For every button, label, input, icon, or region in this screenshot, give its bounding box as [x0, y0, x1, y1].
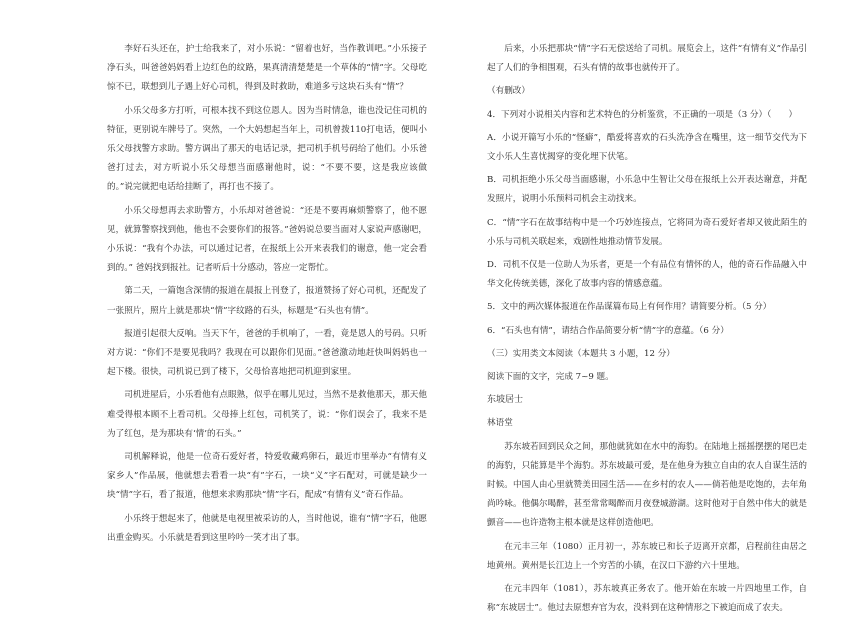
article-paragraph: 在元丰四年（1081），苏东坡真正务农了。他开始在东坡一片四地里工作，自称“东坡居士”。他过去原想弃官为农，没料到在这种情形之下被迫而成了农夫。: [487, 584, 807, 614]
section-heading: （三）实用类文本阅读（本题共 3 小题，12 分）: [487, 348, 675, 359]
article-paragraph: 苏东坡若回到民众之间，那他就犹如在水中的海豹。在陆地上摇摇摆摆的尾巴走的海豹，只能算是半个海豹。苏东坡最可爱，是在他身为独立自由的农人自谋生活的时候。中国人由心里就赞美田园生活——在乡村的农人——倘若他是吃饱的，去年角尚吟咏。他偶尔喝醉，甚至常常喝醉而月夜登城游湖。这时他对于自然中伟大的就是颤音——也许造物主根本就是这样创造他吧。: [487, 441, 807, 529]
story-paragraph: 李好石头还在，护士给我来了，对小乐说：“留着也好，当作教训吧。”小乐接子净石头，叫爸爸妈妈看上边红色的纹路，果真清清楚楚是一个草体的“情”字。父母吃惊不已，联想到儿子遇上好心司机，得到及时救助，难道多亏这块石头有“情”？: [107, 44, 427, 93]
story-paragraph: 小乐父母多方打听，可根本找不到这位恩人。因为当时情急，谁也没记住司机的特征，更别说车牌号了。突然，一个大妈想起当年上，司机曾拨110打电话，便叫小乐父母找警方求助。警方调出了那天的电话记录，把司机手机号码给了他们。小乐爸爸打过去，对方听说小乐父母想当面感谢他时，说：“不要不要，这是我应该做的。”说完就把电话给挂断了，再打也不接了。: [107, 105, 427, 193]
story-paragraph: 司机进屋后，小乐看他有点眼熟，似乎在哪儿见过，当然不是救他那天，那天他难受得根本顾不上看司机。父母捧上红包，司机笑了，说：“你们误会了，我来不是为了红包，是为那块有‘情’的石头。”: [107, 390, 427, 439]
question-6: 6．“石头也有情”，请结合作品简要分析“情”字的意蕴。（6 分）: [487, 325, 729, 336]
article-author: 林语堂: [487, 418, 513, 429]
option-a: A．小说开篇写小乐的“怪癖”，酷爱将喜欢的石头洗净含在嘴里，这一细节交代为下文小乐人生喜忧揭穿的变化埋下伏笔。: [487, 132, 807, 163]
right-column: [487, 40, 807, 622]
reading-instruction: 阅读下面的文字，完成 7~9 题。: [487, 372, 614, 383]
left-column: [107, 40, 427, 552]
article-paragraph: 在元丰三年（1080）正月初一，苏东坡已和长子迈离开京都，启程前往由居之地黄州。黄州是长江边上一个穷苦的小镇，在汉口下游约六十里地。: [487, 541, 807, 571]
story-paragraph: 报道引起很大反响。当天下午，爸爸的手机响了，一看，竟是恩人的号码。只听对方说：“你们不是要见我吗？我现在可以跟你们见面。”爸爸激动地赶快叫妈妈也一起下楼。很快，司机说已到了楼下，父母恰喜地把司机迎到家里。: [107, 328, 427, 378]
option-d: D．司机不仅是一位助人为乐者，更是一个有品位有情怀的人，他的奇石作品融入中华文化传统美德，深化了故事内容的情感意蕴。: [487, 260, 807, 290]
question-4: 4．下列对小说相关内容和艺术特色的分析鉴赏，不正确的一项是（3 分）（ ）: [487, 109, 798, 120]
edit-note: （有删改）: [487, 86, 530, 97]
option-c: C．“情”字石在故事结构中是一个巧妙连接点，它将同为奇石爱好者却又彼此陌生的小乐与司机关联起来，戏剧性地推动情节发展。: [487, 217, 807, 247]
story-paragraph: 第二天，一篇饱含深情的报道在晨报上刊登了，报道赞扬了好心司机，还配发了一张照片，照片上就是那块“情”字纹路的石头，标题是“石头也有情”。: [107, 286, 427, 316]
story-paragraph: 小乐终于想起来了，他就是电视里被采访的人，当时他说，谁有“情”字石，他愿出重金购买。小乐就是看到这里吟吟一笑才出了事。: [107, 513, 427, 543]
story-paragraph: 后来，小乐把那块“情”字石无偿送给了司机。展览会上，这件“有情有义”作品引起了人们的争相围观，石头有情的故事也就传开了。: [487, 44, 807, 74]
story-paragraph: 小乐父母想再去求助警方，小乐却对爸爸说：“还是不要再麻烦警察了，他不愿见，就算警察找到他，他也不会要你们的报答。”爸妈说总要当面对人家说声感谢吧，小乐说：“我有个办法，可以通过记者，在报纸上公开来表我们的谢意，他一定会看到的。” 爸妈找到报社。记者听后十分感动，答应一定帮忙。: [107, 205, 427, 274]
story-paragraph: 司机解释说，他是一位奇石爱好者，特爱收藏鸡卵石，最近市里举办“有情有义家乡人”作品展，他就想去看看一块“有”字石，一块“义”字石配对，可就是缺少一块“情”字石，看了报道，他想来求购那块“情”字石，配成“有情有义”奇石作品。: [107, 452, 427, 501]
article-title: 东坡居士: [487, 395, 524, 406]
option-b: B．司机拒绝小乐父母当面感谢，小乐急中生智让父母在报纸上公开表达谢意，并配发照片，说明小乐预料司机会主动找来。: [487, 175, 807, 205]
question-5: 5．文中的两次媒体报道在作品谋篇布局上有何作用？请简要分析。（5 分）: [487, 302, 772, 313]
